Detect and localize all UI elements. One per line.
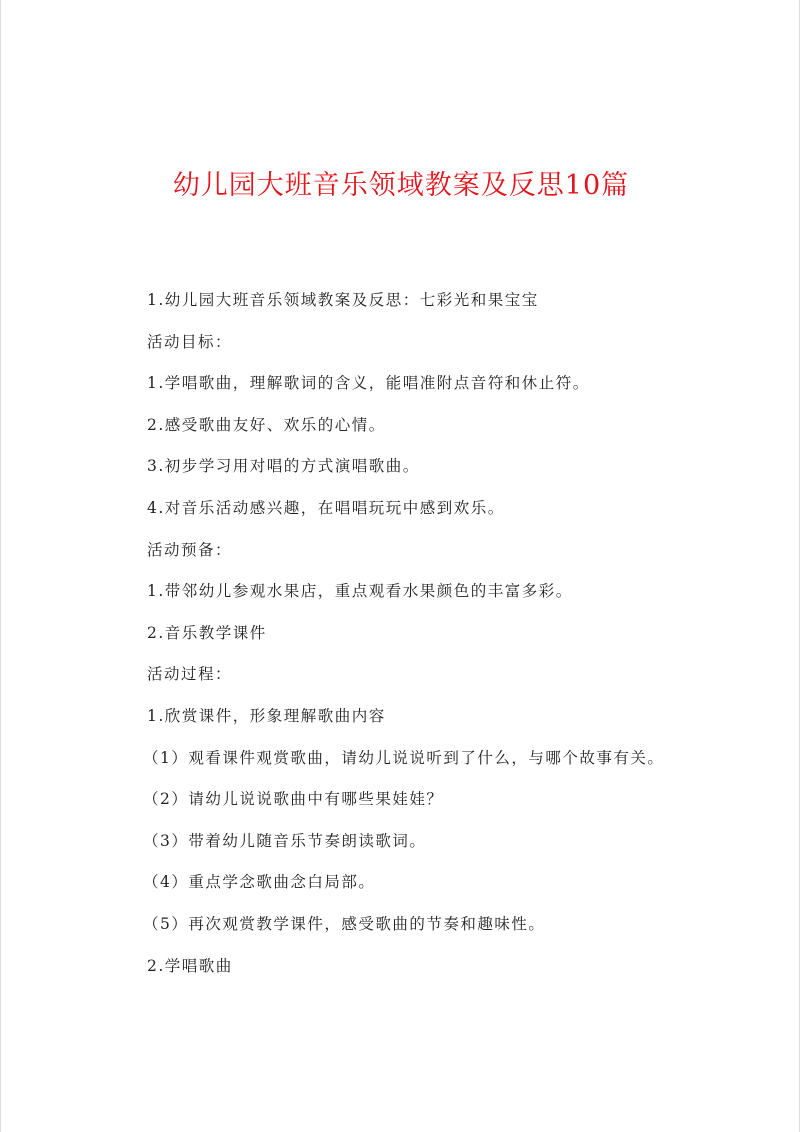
section-heading: 1.幼儿园大班音乐领域教案及反思：七彩光和果宝宝	[147, 291, 539, 309]
list-item: 2.学唱歌曲	[147, 956, 233, 975]
sub-list-item: （3）带着幼儿随音乐节奏朗读歌词。	[143, 831, 427, 850]
sub-list-item: （4）重点学念歌曲念白局部。	[143, 873, 376, 892]
subheading-process: 活动过程：	[147, 665, 233, 684]
list-item: 4.对音乐活动感兴趣，在唱唱玩玩中感到欢乐。	[147, 498, 505, 517]
sub-list-item: （2）请幼儿说说歌曲中有哪些果娃娃？	[143, 790, 444, 809]
subheading-goals: 活动目标：	[147, 332, 233, 351]
document-title: 幼儿园大班音乐领域教案及反思10篇	[172, 170, 630, 201]
list-item: 1.带邻幼儿参观水果店，重点观看水果颜色的丰富多彩。	[147, 582, 573, 601]
list-item: 2.音乐教学课件	[147, 623, 267, 642]
document-body	[143, 284, 767, 991]
list-item: 3.初步学习用对唱的方式演唱歌曲。	[147, 457, 420, 476]
list-item: 1.欣赏课件，形象理解歌曲内容	[147, 706, 386, 725]
sub-list-item: （1）观看课件观赏歌曲，请幼儿说说听到了什么，与哪个故事有关。	[143, 748, 665, 767]
subheading-preparation: 活动预备：	[147, 540, 233, 559]
list-item: 1.学唱歌曲，理解歌词的含义，能唱准附点音符和休止符。	[147, 374, 590, 393]
sub-list-item: （5）再次观赏教学课件，感受歌曲的节奏和趣味性。	[143, 914, 546, 933]
list-item: 2.感受歌曲友好、欢乐的心情。	[147, 415, 386, 434]
